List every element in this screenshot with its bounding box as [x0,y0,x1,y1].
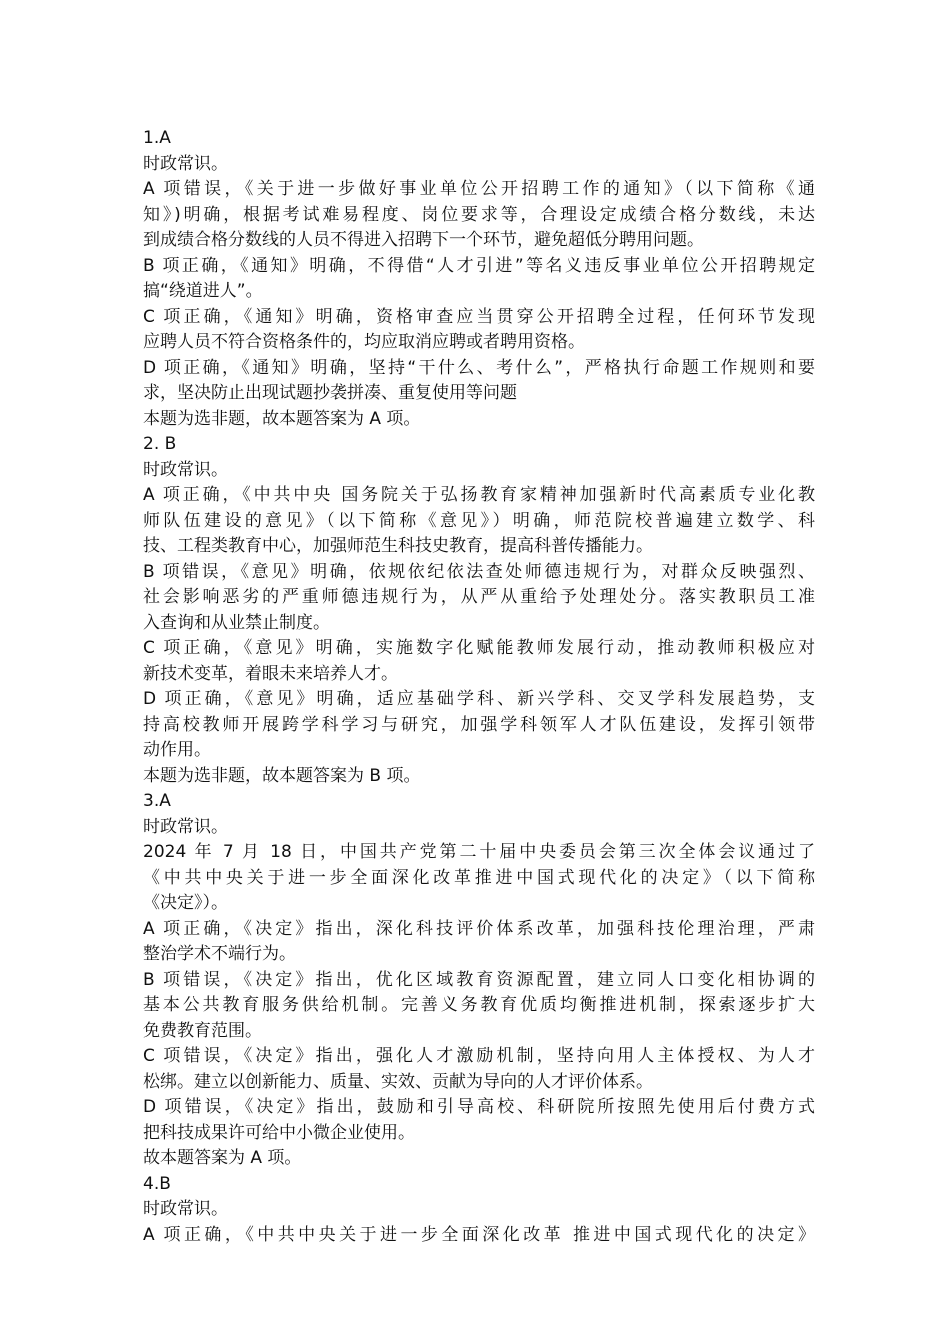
q2-option-b: B 项错误，《意见》明确，依规依纪依法查处师德违规行为，对群众反映强烈、 [143,561,815,582]
q3-option-a-line2: 整治学术不端行为。 [143,944,296,964]
q2-option-d-line3: 动作用。 [143,740,211,760]
q2-option-a-line2: 师队伍建设的意见》（以下简称《意见》）明确，师范院校普遍建立数学、科 [143,510,815,531]
q2-category: 时政常识。 [143,459,228,480]
q3-option-b-line2: 基本公共教育服务供给机制。完善义务教育优质均衡推进机制，探索逐步扩大 [143,995,815,1015]
q3-option-b: B 项错误，《决定》指出，优化区域教育资源配置，建立同人口变化相协调的 [143,969,815,990]
q3-option-c-line2: 松绑。建立以创新能力、质量、实效、贡献为导向的人才评价体系。 [143,1071,653,1092]
q2-option-b-line3: 入查询和从业禁止制度。 [143,612,330,633]
q1-option-a-line3: 到成绩合格分数线的人员不得进入招聘下一个环节，避免超低分聘用问题。 [143,230,704,250]
q1-answer-heading: 1.A [143,128,171,148]
q1-option-d-line2: 求，坚决防止出现试题抄袭拼凑、重复使用等问题 [143,383,517,403]
q2-option-c: C 项正确，《意见》明确，实施数字化赋能教师发展行动，推动教师积极应对 [143,638,815,658]
q1-option-c: C 项正确，《通知》明确，资格审查应当贯穿公开招聘全过程，任何环节发现 [143,306,815,327]
q3-option-d: D 项错误，《决定》指出，鼓励和引导高校、科研院所按照先使用后付费方式 [143,1097,815,1117]
q3-background-line3: 《决定》）。 [143,893,228,913]
q3-background: 2024 年 7 月 18 日，中国共产党第二十届中央委员会第三次全体会议通过了 [143,842,815,862]
q1-option-c-line2: 应聘人员不符合资格条件的，均应取消应聘或者聘用资格。 [143,332,585,352]
q2-option-a: A 项正确，《中共中央 国务院关于弘扬教育家精神加强新时代高素质专业化教 [143,485,815,505]
q1-option-b: B 项正确，《通知》明确，不得借“人才引进”等名义违反事业单位公开招聘规定 [143,255,815,276]
q4-answer-heading: 4.B [143,1173,171,1194]
q3-option-a: A 项正确，《决定》指出，深化科技评价体系改革，加强科技伦理治理，严肃 [143,918,815,939]
q3-option-b-line3: 免费教育范围。 [143,1020,262,1041]
q2-option-d-line2: 持高校教师开展跨学科学习与研究，加强学科领军人才队伍建设，发挥引领带 [143,714,815,735]
q1-option-b-line2: 搞“绕道进人”。 [143,281,263,301]
q2-conclusion: 本题为选非题，故本题答案为 B 项。 [143,765,421,786]
q1-category: 时政常识。 [143,153,228,174]
q3-background-line2: 《中共中央关于进一步全面深化改革推进中国式现代化的决定》（以下简称 [143,867,815,888]
q4-category: 时政常识。 [143,1199,228,1219]
q4-option-a: A 项正确，《中共中央关于进一步全面深化改革 推进中国式现代化的决定》 [143,1224,815,1245]
q2-option-c-line2: 新技术变革，着眼未来培养人才。 [143,663,398,684]
q2-option-a-line3: 技、工程类教育中心，加强师范生科技史教育，提高科普传播能力。 [143,536,653,556]
q1-option-d: D 项正确，《通知》明确，坚持“干什么、考什么”，严格执行命题工作规则和要 [143,357,815,378]
q3-category: 时政常识。 [143,816,228,837]
answer-explanation-document [143,126,815,1248]
q2-option-b-line2: 社会影响恶劣的严重师德违规行为，从严从重给予处理处分。落实教职员工准 [143,587,815,607]
q2-answer-heading: 2. B [143,434,177,454]
q1-option-a-line2: 知》)明确，根据考试难易程度、岗位要求等，合理设定成绩合格分数线，未达 [143,204,815,225]
q3-conclusion: 故本题答案为 A 项。 [143,1148,302,1168]
q3-option-d-line2: 把科技成果许可给中小微企业使用。 [143,1122,415,1143]
q2-option-d: D 项正确，《意见》明确，适应基础学科、新兴学科、交叉学科发展趋势，支 [143,689,815,709]
q1-conclusion: 本题为选非题，故本题答案为 A 项。 [143,408,421,429]
q3-option-c: C 项错误，《决定》指出，强化人才激励机制，坚持向用人主体授权、为人才 [143,1046,815,1066]
q1-option-a: A 项错误，《关于进一步做好事业单位公开招聘工作的通知》（以下简称《通 [143,179,815,199]
q3-answer-heading: 3.A [143,791,171,811]
